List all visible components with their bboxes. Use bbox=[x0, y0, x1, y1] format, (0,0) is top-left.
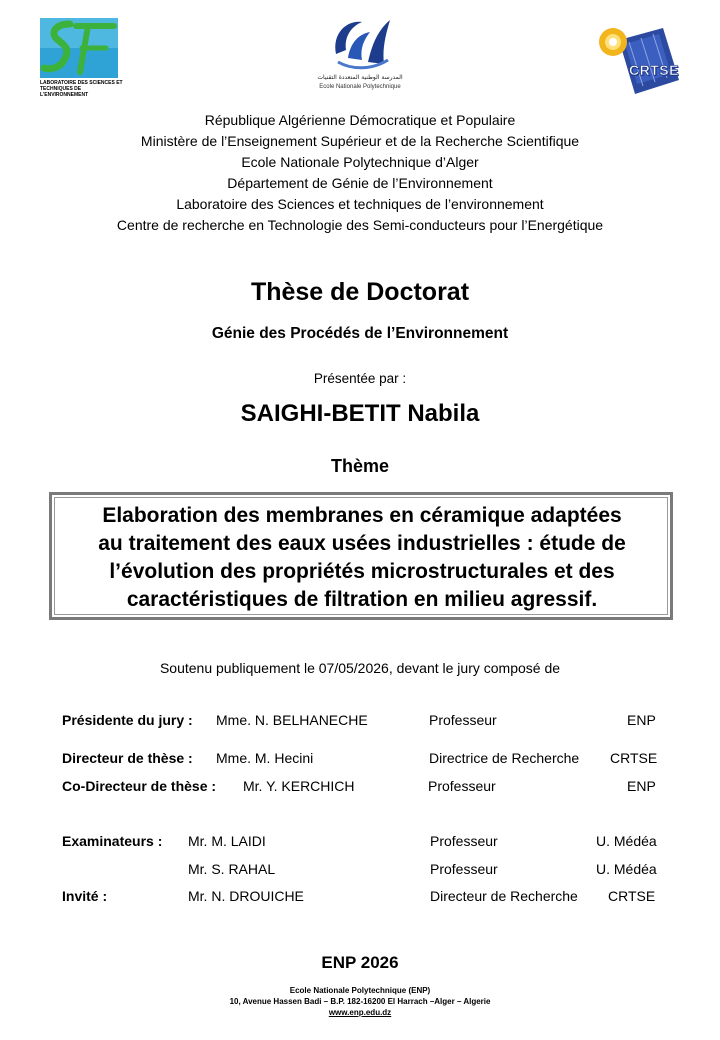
jury-role: Invité : bbox=[62, 888, 108, 904]
jury-role: Co-Directeur de thèse : bbox=[62, 778, 217, 794]
header-line: Département de Génie de l’Environnement bbox=[227, 175, 493, 191]
footer-url-link[interactable]: www.enp.edu.dz bbox=[328, 1008, 392, 1017]
enp-logo bbox=[310, 14, 410, 100]
jury-title: Directrice de Recherche bbox=[429, 750, 580, 766]
crtse-logo bbox=[595, 22, 685, 100]
jury-role: Examinateurs : bbox=[62, 833, 163, 849]
enp-logo-mark bbox=[328, 14, 394, 72]
crtse-logo-text: CRTSE bbox=[629, 62, 679, 78]
thesis-title: Thèse de Doctorat bbox=[250, 278, 470, 306]
theme-line: caractéristiques de filtration en milieu agressif. bbox=[126, 588, 598, 611]
enp-logo-french: Ecole Nationale Polytechnique bbox=[319, 84, 401, 90]
header-line: Ecole Nationale Polytechnique d’Alger bbox=[241, 154, 479, 170]
jury-name: Mr. Y. KERCHICH bbox=[243, 778, 355, 794]
crtse-logo-mark bbox=[595, 22, 685, 100]
theme-line: au traitement des eaux usées industrielles : étude de bbox=[98, 532, 626, 555]
jury-institution: CRTSE bbox=[610, 750, 658, 766]
theme-text bbox=[58, 502, 666, 614]
author-name: SAIGHI-BETIT Nabila bbox=[240, 400, 480, 427]
jury-name: Mme. N. BELHANECHE bbox=[216, 712, 368, 728]
jury-role: Directeur de thèse : bbox=[62, 750, 193, 766]
jury-role: Présidente du jury : bbox=[62, 712, 193, 728]
jury-title: Professeur bbox=[429, 712, 497, 728]
footer-year: ENP 2026 bbox=[321, 953, 399, 972]
lste-caption-line: LABORATOIRE DES SCIENCES ET bbox=[40, 80, 123, 86]
jury-name: Mr. S. RAHAL bbox=[188, 861, 276, 877]
enp-logo-arabic: المدرسة الوطنية المتعددة التقنيات bbox=[317, 74, 403, 81]
presented-by-label: Présentée par : bbox=[313, 371, 407, 386]
jury-institution: ENP bbox=[627, 712, 656, 728]
footer-address-line: 10, Avenue Hassen Badi – B.P. 182-16200 El Harrach –Alger – Algerie bbox=[229, 997, 491, 1006]
footer-address-line: Ecole Nationale Polytechnique (ENP) bbox=[289, 986, 431, 995]
header-line: Centre de recherche en Technologie des Semi-conducteurs pour l’Energétique bbox=[116, 217, 604, 233]
lste-caption-line: TECHNIQUES DE L'ENVIRONNEMENT bbox=[40, 86, 89, 98]
header-line: République Algérienne Démocratique et Populaire bbox=[204, 112, 516, 128]
jury-title: Professeur bbox=[430, 833, 498, 849]
jury-institution: ENP bbox=[627, 778, 656, 794]
header-line: Laboratoire des Sciences et techniques de l’environnement bbox=[176, 196, 544, 212]
theme-label: Thème bbox=[330, 456, 390, 476]
footer-address bbox=[0, 985, 720, 1018]
jury-name: Mr. N. DROUICHE bbox=[188, 888, 304, 904]
jury-name: Mme. M. Hecini bbox=[216, 750, 314, 766]
institution-header bbox=[0, 110, 720, 236]
lste-logo-mark bbox=[40, 18, 118, 78]
thesis-specialty: Génie des Procédés de l’Environnement bbox=[211, 325, 509, 342]
jury-title: Directeur de Recherche bbox=[430, 888, 578, 904]
header-line: Ministère de l’Enseignement Supérieur et de la Recherche Scientifique bbox=[140, 133, 580, 149]
jury-name: Mr. M. LAIDI bbox=[188, 833, 266, 849]
jury-title: Professeur bbox=[430, 861, 498, 877]
jury-institution: CRTSE bbox=[608, 888, 656, 904]
jury-institution: U. Médéa bbox=[596, 833, 657, 849]
jury-title: Professeur bbox=[428, 778, 496, 794]
theme-line: l’évolution des propriétés microstructurales et des bbox=[109, 560, 615, 583]
jury-institution: U. Médéa bbox=[596, 861, 657, 877]
theme-line: Elaboration des membranes en céramique adaptées bbox=[102, 504, 622, 527]
defense-statement: Soutenu publiquement le 07/05/2026, devant le jury composé de bbox=[159, 660, 561, 676]
lste-logo bbox=[40, 18, 123, 100]
